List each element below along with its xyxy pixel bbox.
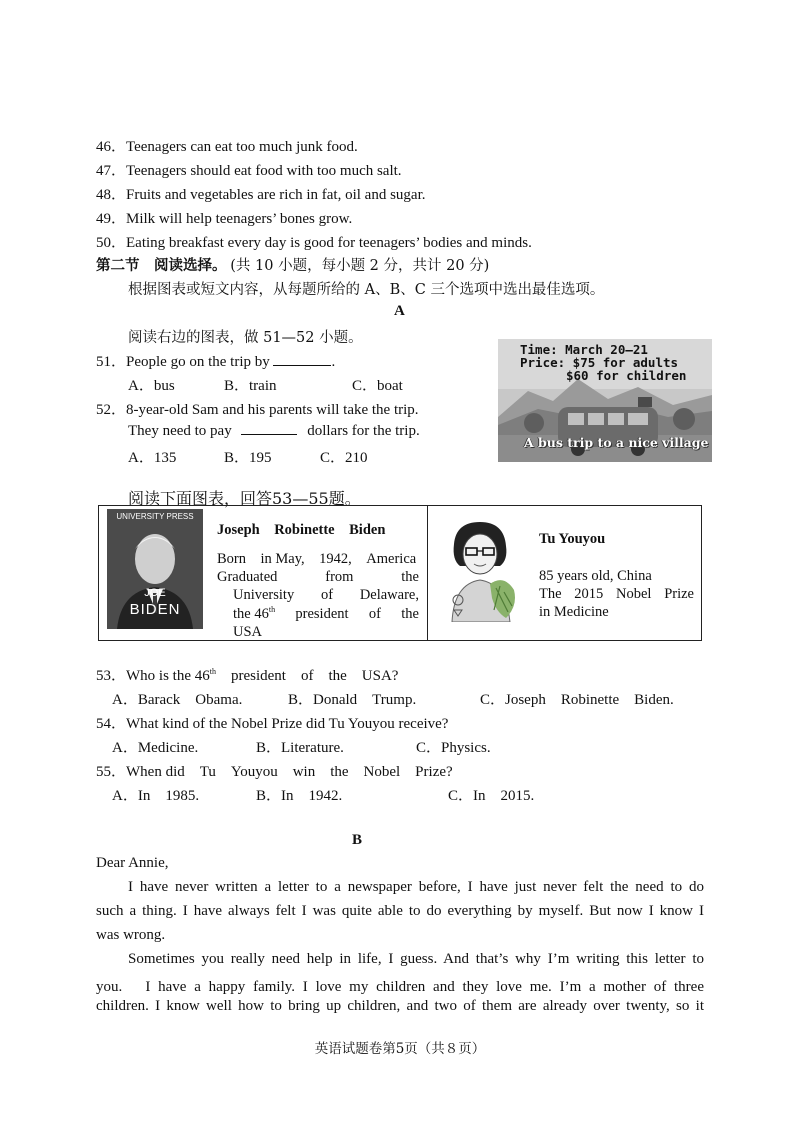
- question-51-option-a: A．bus: [128, 378, 175, 394]
- biden-book-cover: [107, 509, 203, 629]
- part-b-label: B: [352, 832, 363, 848]
- question-55-option-b: B．In 1942.: [256, 788, 343, 804]
- question-54-option-c: C．Physics.: [416, 740, 491, 756]
- question-51: [96, 350, 335, 371]
- question-52-stem: 52．8-year-old Sam and his parents will take the trip.: [96, 402, 419, 418]
- section-instruction: 根据图表或短文内容，从每题所给的 A、B、C 三个选项中选出最佳选项。: [128, 282, 605, 298]
- cover-last-name: BIDEN: [129, 601, 181, 618]
- statement-50: 50．Eating breakfast every day is good for teenagers’ bodies and minds.: [96, 235, 532, 251]
- poster-caption: A bus trip to a nice village: [524, 435, 709, 450]
- biden-president: the 46th president of the: [233, 605, 419, 622]
- question-52-option-b: B．195: [224, 450, 272, 466]
- question-55-stem: 55．When did Tu Youyou win the Nobel Prize?: [96, 764, 453, 780]
- question-53-stem: 53．Who is the 46th president of the USA?: [96, 667, 399, 684]
- question-52-stem-part2: dollars for the trip.: [307, 423, 420, 439]
- biden-graduated: Graduated from the: [217, 569, 419, 585]
- tu-field: in Medicine: [539, 604, 609, 620]
- table-divider: [427, 506, 428, 640]
- biden-born: Born in May, 1942, America: [217, 551, 417, 567]
- question-53-option-a: A．Barack Obama.: [112, 692, 243, 708]
- question-52-stem-part1: They need to pay: [128, 423, 232, 439]
- answer-blank: [241, 422, 297, 435]
- tu-prize: The 2015 Nobel Prize: [539, 586, 694, 602]
- statement-48: 48．Fruits and vegetables are rich in fat, oil and sugar.: [96, 187, 426, 203]
- question-54-option-b: B．Literature.: [256, 740, 344, 756]
- question-51-option-b: B．train: [224, 378, 277, 394]
- section-header: [96, 254, 489, 275]
- letter-line-4: Sometimes you really need help in life, I guess. And that’s why I’m writing this letter to: [128, 951, 704, 967]
- answer-blank: [273, 353, 331, 366]
- question-54-stem: 54．What kind of the Nobel Prize did Tu Youyou receive?: [96, 716, 449, 732]
- poster-time: Time: March 20—21: [520, 342, 648, 357]
- question-55-option-a: A．In 1985.: [112, 788, 200, 804]
- statement-49: 49．Milk will help teenagers’ bones grow.: [96, 211, 353, 227]
- part-a-intro2: 阅读下面图表，回答53—55题。: [128, 489, 361, 508]
- info-table: [98, 505, 702, 641]
- section-note: (共 10 小题，每小题 2 分，共计 20 分): [230, 258, 490, 274]
- bus-trip-poster: [498, 339, 712, 462]
- letter-line-5: you. I have a happy family. I love my children and they love me. I’m a mother of three: [96, 979, 704, 995]
- poster-price-children: $60 for children: [566, 368, 687, 383]
- tu-age: 85 years old, China: [539, 568, 652, 584]
- page-footer: 英语试题卷第5页（共８页）: [314, 1041, 486, 1057]
- letter-line-6: children. I know well how to bring up children, and two of them are already over twenty, so it: [96, 998, 704, 1014]
- question-54-option-a: A．Medicine.: [112, 740, 199, 756]
- cover-press: UNIVERSITY PRESS: [116, 512, 194, 521]
- question-52-stem-line2: [128, 422, 420, 440]
- biden-university: University of Delaware,: [233, 587, 419, 603]
- poster-price-adults: Price: $75 for adults: [520, 355, 679, 370]
- question-55-option-c: C．In 2015.: [448, 788, 535, 804]
- part-a-intro: 阅读右边的图表，做 51—52 小题。: [128, 330, 363, 346]
- question-53-option-c: C．Joseph Robinette Biden.: [480, 692, 674, 708]
- question-51-stem: 51．People go on the trip by: [96, 354, 270, 370]
- statement-46: 46．Teenagers can eat too much junk food.: [96, 139, 358, 155]
- question-51-end: .: [331, 354, 336, 370]
- biden-country: USA: [233, 624, 263, 640]
- question-52-option-c: C．210: [320, 450, 368, 466]
- question-52-option-a: A．135: [128, 450, 177, 466]
- tu-name: Tu Youyou: [539, 531, 606, 547]
- letter-line-1: I have never written a letter to a newspaper before, I have just never felt the need to do: [128, 879, 704, 895]
- letter-line-3: was wrong.: [96, 927, 166, 943]
- question-51-option-c: C．boat: [352, 378, 403, 394]
- section-title: 第二节 阅读选择。: [96, 257, 227, 274]
- tu-youyou-portrait: [434, 514, 524, 622]
- cover-first-name: JOE: [144, 587, 166, 599]
- statement-47: 47．Teenagers should eat food with too much salt.: [96, 163, 402, 179]
- question-53-option-b: B．Donald Trump.: [288, 692, 417, 708]
- part-a-label: A: [394, 303, 405, 319]
- letter-line-2: such a thing. I have always felt I was quite able to do everything by myself. But now I know I: [96, 903, 704, 919]
- biden-name: Joseph Robinette Biden: [217, 522, 386, 538]
- letter-greeting: Dear Annie,: [96, 855, 169, 871]
